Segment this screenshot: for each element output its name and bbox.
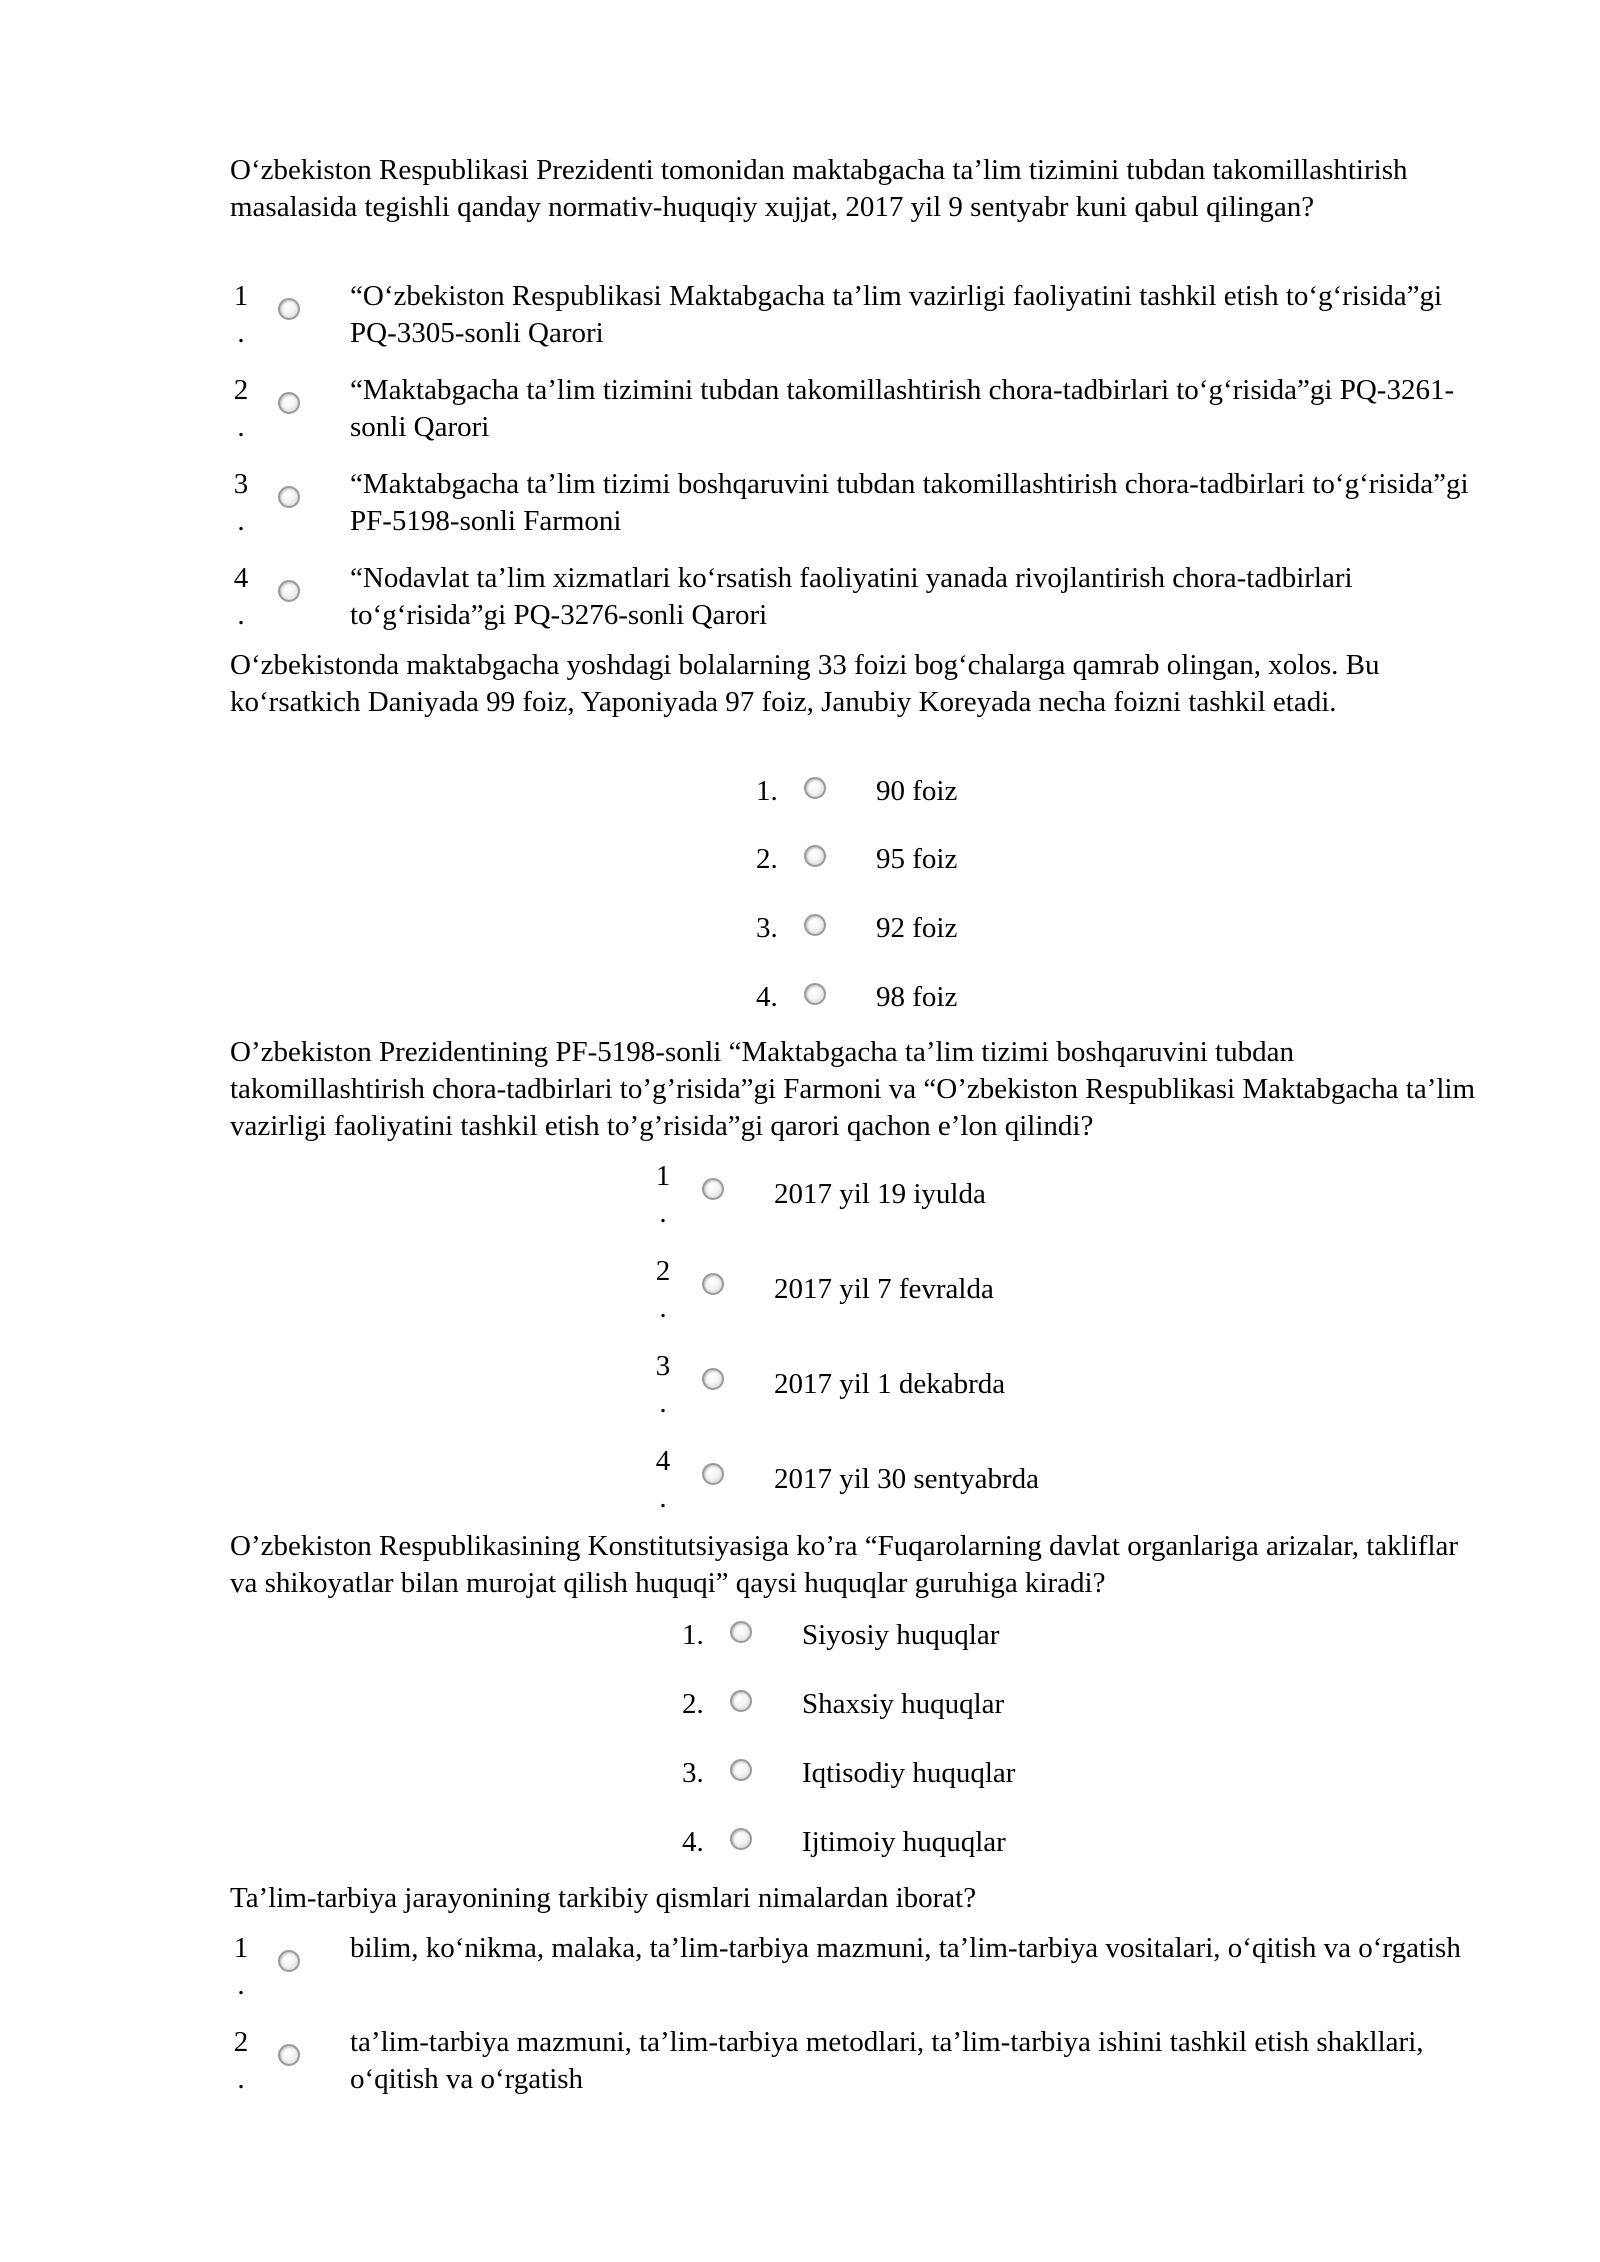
option-text: 95 foiz [876, 843, 958, 875]
option-number: 1. [682, 1619, 704, 1651]
option-text: Siyosiy huquqlar [802, 1619, 1000, 1651]
option-number: 3 . [233, 468, 249, 537]
option-text: “O‘zbekiston Respublikasi Maktabgacha ta’lim vazirligi faoliyatini tashkil etish to‘g‘risida”gi PQ-3305-sonli Qarori [350, 280, 1443, 349]
option-text: ta’lim-tarbiya mazmuni, ta’lim-tarbiya metodlari, ta’lim-tarbiya ishini tashkil etish shakllari, o‘qitish va o‘rgatish [350, 2026, 1424, 2095]
option-text: “Maktabgacha ta’lim tizimini tubdan takomillashtirish chora-tadbirlari to‘g‘risida”gi PQ-3261-sonli Qarori [350, 374, 1455, 443]
option-text: “Nodavlat ta’lim xizmatlari ko‘rsatish faoliyatini yanada rivojlantirish chora-tadbirlari to‘g‘risida”gi PQ-3276-sonli Qarori [350, 562, 1353, 631]
answer-option[interactable] [752, 910, 1052, 947]
option-text: “Maktabgacha ta’lim tizimi boshqaruvini tubdan takomillashtirish chora-tadbirlari to‘g‘risida”gi PF-5198-sonli Farmoni [350, 468, 1469, 537]
answer-option[interactable] [680, 1617, 1080, 1654]
radio-button[interactable] [804, 914, 826, 936]
answer-option[interactable] [680, 1755, 1080, 1792]
answer-option[interactable] [680, 1824, 1080, 1861]
answer-option[interactable] [680, 1686, 1080, 1723]
answer-option[interactable] [652, 1253, 1102, 1327]
question-text: O‘zbekistonda maktabgacha yoshdagi bolalarning 33 foizi bog‘chalarga qamrab olingan, xolos. Bu ko‘rsatkich Daniyada 99 foiz, Yaponiyada 97 foiz, Janubiy Koreyada necha foizni tashkil etadi. [230, 649, 1380, 718]
radio-button[interactable] [804, 845, 826, 867]
radio-button[interactable] [730, 1690, 752, 1712]
option-text: Shaxsiy huquqlar [802, 1688, 1005, 1720]
answer-option[interactable] [230, 278, 1480, 352]
option-number: 2 . [655, 1255, 671, 1324]
radio-button[interactable] [702, 1463, 724, 1485]
radio-button[interactable] [278, 1950, 300, 1972]
option-text: 92 foiz [876, 912, 958, 944]
answer-option[interactable] [652, 1348, 1102, 1422]
option-number: 3. [682, 1757, 704, 1789]
option-number: 1 . [655, 1160, 671, 1229]
answer-option[interactable] [230, 466, 1480, 540]
answer-option[interactable] [752, 773, 1052, 810]
question-text: O’zbekiston Prezidentining PF-5198-sonli “Maktabgacha ta’lim tizimi boshqaruvini tubdan takomillashtirish chora-tadbirlari to’g’risida”gi Farmoni va “O’zbekiston Respublikasi Maktabgacha ta’lim vazirligi faoliyatini tashkil etish to’g’risida”gi qarori qachon e’lon qilindi? [230, 1036, 1476, 1142]
question-text: O’zbekiston Respublikasining Konstitutsiyasiga ko’ra “Fuqarolarning davlat organlariga arizalar, takliflar va shikoyatlar bilan murojat qilish huquqi” qaysi huquqlar guruhiga kiradi? [230, 1530, 1459, 1599]
answer-option[interactable] [652, 1158, 1102, 1232]
option-number: 3 . [655, 1350, 671, 1419]
radio-button[interactable] [702, 1368, 724, 1390]
option-text: bilim, ko‘nikma, malaka, ta’lim-tarbiya mazmuni, ta’lim-tarbiya vositalari, o‘qitish va o‘rgatish [350, 1932, 1461, 1964]
radio-button[interactable] [804, 777, 826, 799]
answer-option[interactable] [752, 979, 1052, 1016]
radio-button[interactable] [730, 1621, 752, 1643]
radio-button[interactable] [278, 2044, 300, 2066]
option-number: 4. [682, 1826, 704, 1858]
option-text: 2017 yil 30 sentyabrda [774, 1463, 1039, 1495]
question-text: O‘zbekiston Respublikasi Prezidenti tomonidan maktabgacha ta’lim tizimini tubdan takomillashtirish masalasida tegishli qanday normativ-huquqiy xujjat, 2017 yil 9 sentyabr kuni qabul qilingan? [230, 154, 1408, 223]
question-text: Ta’lim-tarbiya jarayonining tarkibiy qismlari nimalardan iborat? [230, 1882, 977, 1914]
option-number: 1 . [233, 1932, 249, 2001]
radio-button[interactable] [804, 983, 826, 1005]
answer-option[interactable] [230, 560, 1480, 634]
radio-button[interactable] [278, 486, 300, 508]
answer-option[interactable] [230, 2024, 1480, 2098]
answer-option[interactable] [230, 372, 1480, 446]
option-text: 90 foiz [876, 775, 958, 807]
radio-button[interactable] [278, 580, 300, 602]
option-number: 2 . [233, 2026, 249, 2095]
radio-button[interactable] [702, 1178, 724, 1200]
option-text: 2017 yil 1 dekabrda [774, 1368, 1006, 1400]
option-text: 98 foiz [876, 981, 958, 1013]
radio-button[interactable] [730, 1828, 752, 1850]
option-number: 3. [756, 912, 778, 944]
radio-button[interactable] [278, 298, 300, 320]
answer-option[interactable] [652, 1443, 1102, 1517]
answer-option[interactable] [230, 1930, 1480, 2004]
option-number: 4 . [233, 562, 249, 631]
option-number: 4 . [655, 1445, 671, 1514]
option-text: 2017 yil 7 fevralda [774, 1273, 994, 1305]
radio-button[interactable] [702, 1273, 724, 1295]
answer-option[interactable] [752, 841, 1052, 878]
option-number: 1. [756, 775, 778, 807]
option-text: 2017 yil 19 iyulda [774, 1178, 986, 1210]
option-number: 2 . [233, 374, 249, 443]
option-number: 2. [756, 843, 778, 875]
option-number: 2. [682, 1688, 704, 1720]
radio-button[interactable] [278, 392, 300, 414]
option-number: 4. [756, 981, 778, 1013]
option-text: Iqtisodiy huquqlar [802, 1757, 1016, 1789]
option-number: 1 . [233, 280, 249, 349]
radio-button[interactable] [730, 1759, 752, 1781]
option-text: Ijtimoiy huquqlar [802, 1826, 1006, 1858]
